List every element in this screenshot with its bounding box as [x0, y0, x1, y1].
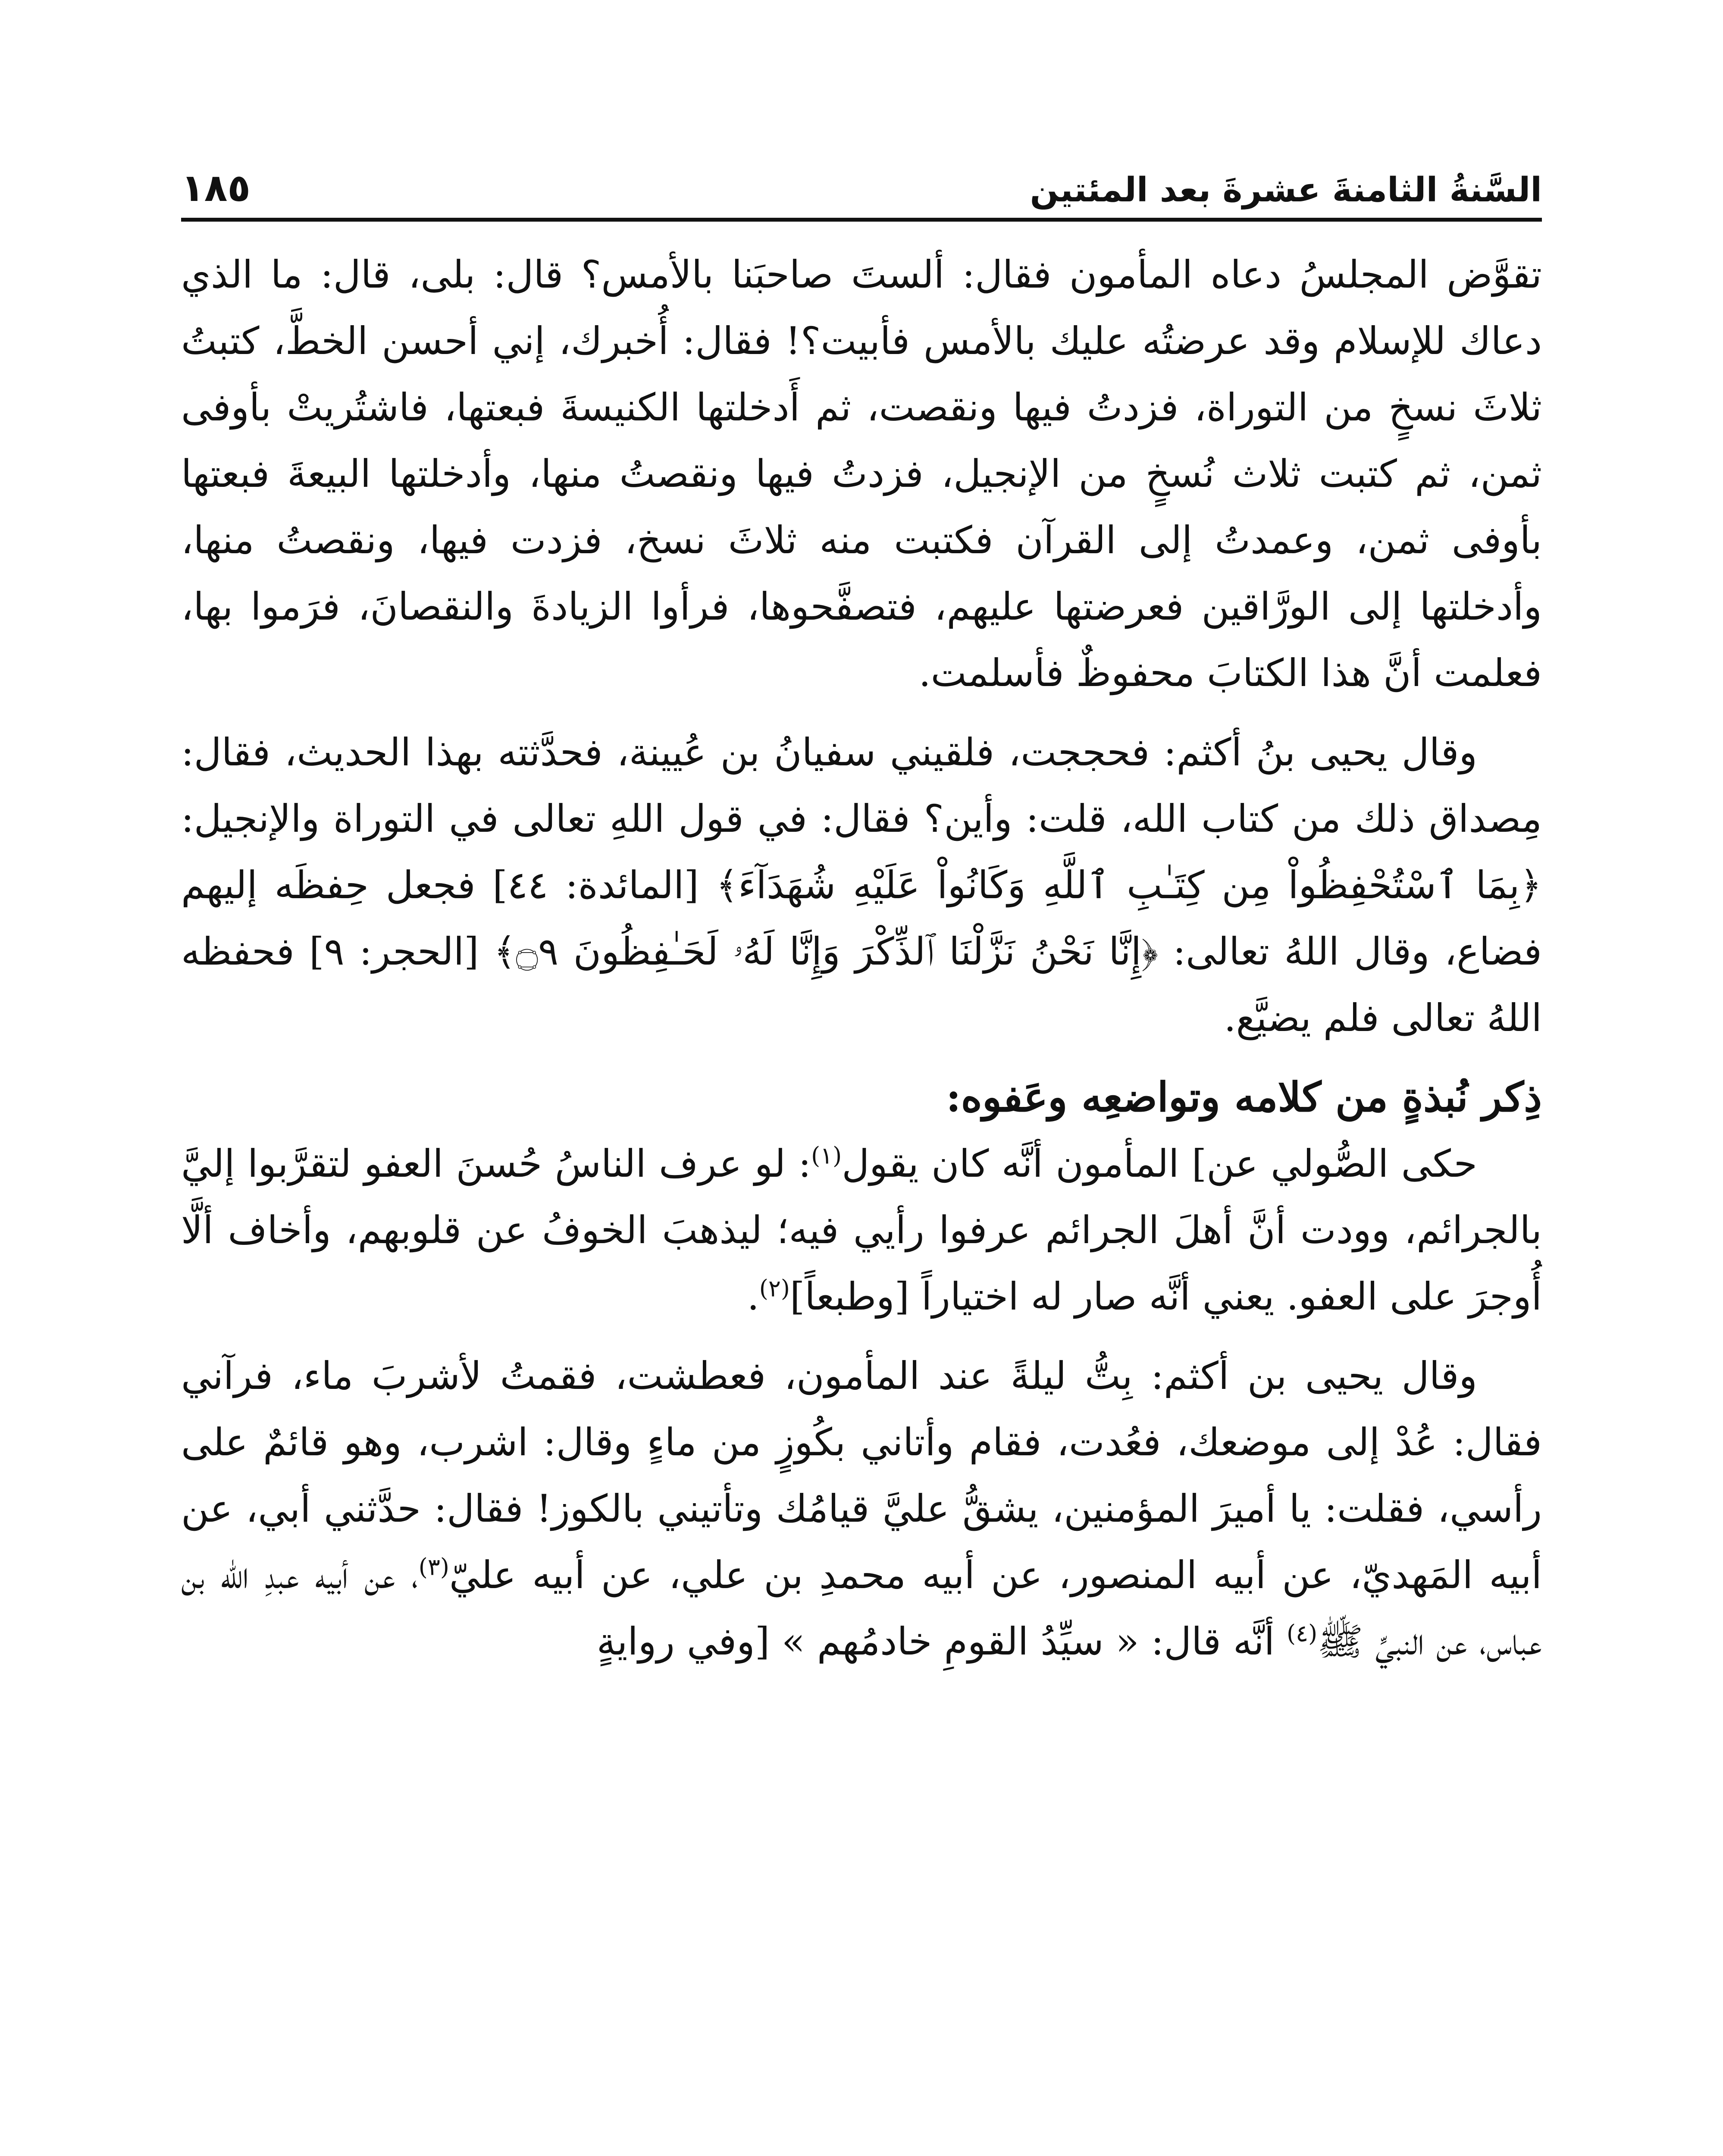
footnote-ref-3[interactable]: (٣) — [418, 1553, 449, 1581]
paragraph-2-text-c: [الحجر: ٩] فحفظه اللهُ تعالى فلم يضيَّع. — [181, 929, 1542, 1040]
footnote-ref-1[interactable]: (١) — [811, 1142, 842, 1169]
paragraph-3 — [181, 1131, 1542, 1330]
paragraph-4-text-b: ، عن أبيه عبدِ الله بن عباس، عن النبيِّ ﷺ — [181, 1553, 1542, 1664]
header-divider — [181, 218, 1542, 222]
quran-verse-maidah: ﴿بِمَا ٱسْتُحْفِظُواْ مِن كِتَـٰبِ ٱللَّهِ وَكَانُواْ عَلَيْهِ شُهَدَآءَ﴾ — [716, 863, 1542, 907]
running-header — [181, 142, 1542, 210]
paragraph-3-text-b: : لو عرف الناسُ حُسنَ العفو لتقرَّبوا إليَّ بالجرائم، وودت أنَّ أهلَ الجرائم عرفوا رأيي فيه؛ ليذهبَ الخوفُ عن قلوبهم، وأخاف ألَّا أُوجرَ على العفو. يعني أنَّه صار له اختياراً [وطبعاً] — [181, 1141, 1542, 1319]
quran-verse-hijr: ﴿إِنَّا نَحْنُ نَزَّلْنَا ٱلذِّكْرَ وَإِنَّا لَهُۥ لَحَـٰفِظُونَ ۝٩﴾ — [493, 929, 1159, 974]
page-number: ١٨٥ — [181, 166, 251, 210]
paragraph-3-text-a: حكى الصُّولي عن] المأمون أنَّه كان يقول — [842, 1141, 1477, 1186]
paragraph-2-text-a: وقال يحيى بنُ أكثم: فحججت، فلقيني سفيانُ بن عُيينة، فحدَّثته بهذا الحديث، فقال: مِصداق ذلك من كتاب الله، قلت: وأين؟ فقال: في قول اللهِ تعالى في التوراة والإنجيل: — [181, 730, 1542, 841]
paragraph-1 — [181, 241, 1542, 706]
paragraph-4-text-a: وقال يحيى بن أكثم: بِتُّ ليلةً عند المأمون، فعطشت، فقمتُ لأشربَ ماء، فرآني فقال: عُدْ إلى موضعك، فعُدت، فقام وأتاني بكُوزٍ من ماءٍ وقال: اشرب، وهو قائمٌ على رأسي، فقلت: يا أميرَ المؤمنين، يشقُّ عليَّ قيامُك وتأتيني بالكوز! فقال: حدَّثني أبي، عن أبيه المَهديّ، عن أبيه المنصور، عن أبيه محمدِ بن علي، عن أبيه عليّ — [181, 1354, 1542, 1597]
footnote-ref-2[interactable]: (٢) — [759, 1275, 790, 1302]
paragraph-1-text: تقوَّض المجلسُ دعاه المأمون فقال: ألستَ صاحبَنا بالأمس؟ قال: بلى، قال: ما الذي دعاك للإسلام وقد عرضتُه عليك بالأمس فأبيت؟! فقال: أُخبرك، إني أحسن الخطَّ، كتبتُ ثلاثَ نسخٍ من التوراة، فزدتُ فيها ونقصت، ثم أَدخلتها الكنيسةَ فبعتها، فاشتُريتْ بأوفى ثمن، ثم كتبت ثلاث نُسخٍ من الإنجيل، فزدتُ فيها ونقصتُ منها، وأدخلتها البيعةَ فبعتها بأوفى ثمن، وعمدتُ إلى القرآن فكتبت منه ثلاثَ نسخ، فزدت فيها، ونقصتُ منها، وأدخلتها إلى الورَّاقين فعرضتها عليهم، فتصفَّحوها، فرأوا الزيادةَ والنقصانَ، فرَموا بها، فعلمت أنَّ هذا الكتابَ محفوظٌ فأسلمت. — [181, 252, 1542, 695]
main-text — [181, 241, 1542, 1688]
section-heading: ذِكر نُبذةٍ من كلامه وتواضعِه وعَفوه: — [946, 1074, 1542, 1121]
paragraph-4-text-c: أنَّه قال: « سيِّدُ القومِ خادمُهم » [وفي روايةٍ — [596, 1619, 1287, 1664]
paragraph-4 — [181, 1343, 1542, 1675]
paragraph-3-text-c: . — [747, 1274, 759, 1319]
footnote-ref-4[interactable]: (٤) — [1287, 1620, 1318, 1647]
paragraph-2-text-b: [المائدة: ٤٤] فجعل حِفظَه إليهم فضاع، وقال اللهُ تعالى: — [181, 863, 1542, 974]
paragraph-2 — [181, 719, 1542, 1051]
running-title: السَّنةُ الثامنةَ عشرةَ بعد المئتين — [1030, 171, 1542, 210]
